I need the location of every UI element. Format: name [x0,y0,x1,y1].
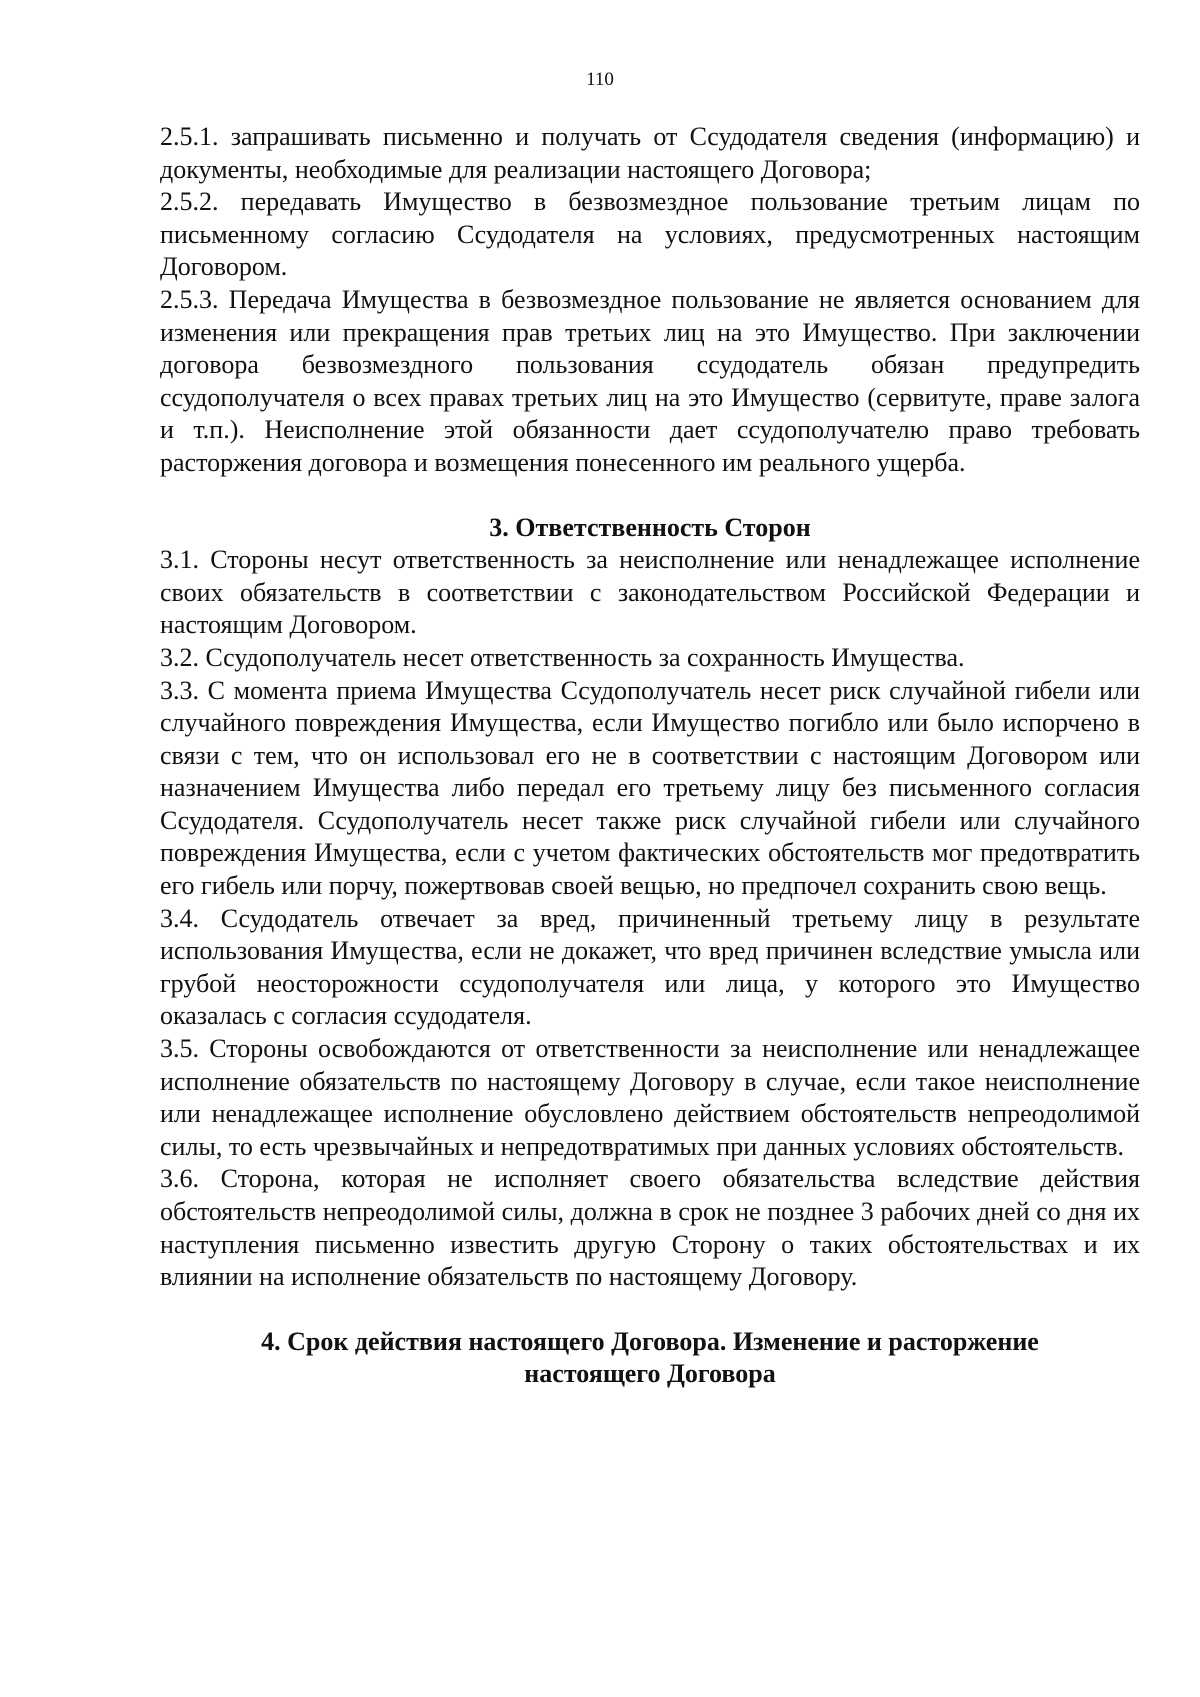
clause-3-1: 3.1. Стороны несут ответственность за неисполнение или ненадлежащее исполнение своих обязательств в соответствии с законодательством Российской Федерации и настоящим Договором. [160,545,1140,640]
clause-3-5: 3.5. Стороны освобождаются от ответственности за неисполнение или ненадлежащее исполнение обязательств по настоящему Договору в случае, если такое неисполнение или ненадлежащее исполнение обусловлено действием обстоятельств непреодолимой силы, то есть чрезвычайных и непредотвратимых при данных условиях обстоятельств. [160,1034,1140,1161]
section-3-heading: 3. Ответственность Сторон [489,512,811,542]
section-4-heading-line-2: настоящего Договора [524,1359,776,1389]
section-4-heading [160,1326,1140,1391]
clause-2-5-3: 2.5.3. Передача Имущества в безвозмездное пользование не является основанием для изменения или прекращения прав третьих лиц на это Имущество. При заключении договора безвозмездного пользования ссудодатель обязан предупредить ссудополучателя о всех правах третьих лиц на это Имущество (сервитуте, праве залога и т.п.). Неисполнение этой обязанности дает ссудополучателю право требовать расторжения договора и возмещения понесенного им реального ущерба. [160,284,1140,477]
section-4-heading-line-1: 4. Срок действия настоящего Договора. Изменение и расторжение [261,1326,1039,1356]
clause-3-3: 3.3. С момента приема Имущества Ссудополучатель несет риск случайной гибели или случайного повреждения Имущества, если Имущество погибло или было испорчено в связи с тем, что он использовал его не в соответствии с настоящим Договором или назначением Имущества либо передал его третьему лицу без письменного согласия Ссудодателя. Ссудополучатель несет также риск случайной гибели или случайного повреждения Имущества, если с учетом фактических обстоятельств мог предотвратить его гибель или порчу, пожертвовав своей вещью, но предпочел сохранить свою вещь. [160,675,1140,901]
document-body [160,121,1140,1391]
clause-2-5-1: 2.5.1. запрашивать письменно и получать от Ссудодателя сведения (информацию) и документы, необходимые для реализации настоящего Договора; [160,122,1140,184]
clause-3-6: 3.6. Сторона, которая не исполняет своего обязательства вследствие действия обстоятельств непреодолимой силы, должна в срок не позднее 3 рабочих дней со дня их наступления письменно известить другую Сторону о таких обстоятельствах и их влиянии на исполнение обязательств по настоящему Договору. [160,1164,1140,1292]
clause-3-4: 3.4. Ссудодатель отвечает за вред, причиненный третьему лицу в результате использования Имущества, если не докажет, что вред причинен вследствие умысла или грубой неосторожности ссудополучателя или лица, у которого это Имущество оказалась с согласия ссудодателя. [160,903,1140,1031]
page-number: 110 [586,69,614,90]
clause-3-2: 3.2. Ссудополучатель несет ответственность за сохранность Имущества. [160,642,965,672]
clause-2-5-2: 2.5.2. передавать Имущество в безвозмездное пользование третьим лицам по письменному согласию Ссудодателя на условиях, предусмотренных настоящим Договором. [160,187,1140,282]
